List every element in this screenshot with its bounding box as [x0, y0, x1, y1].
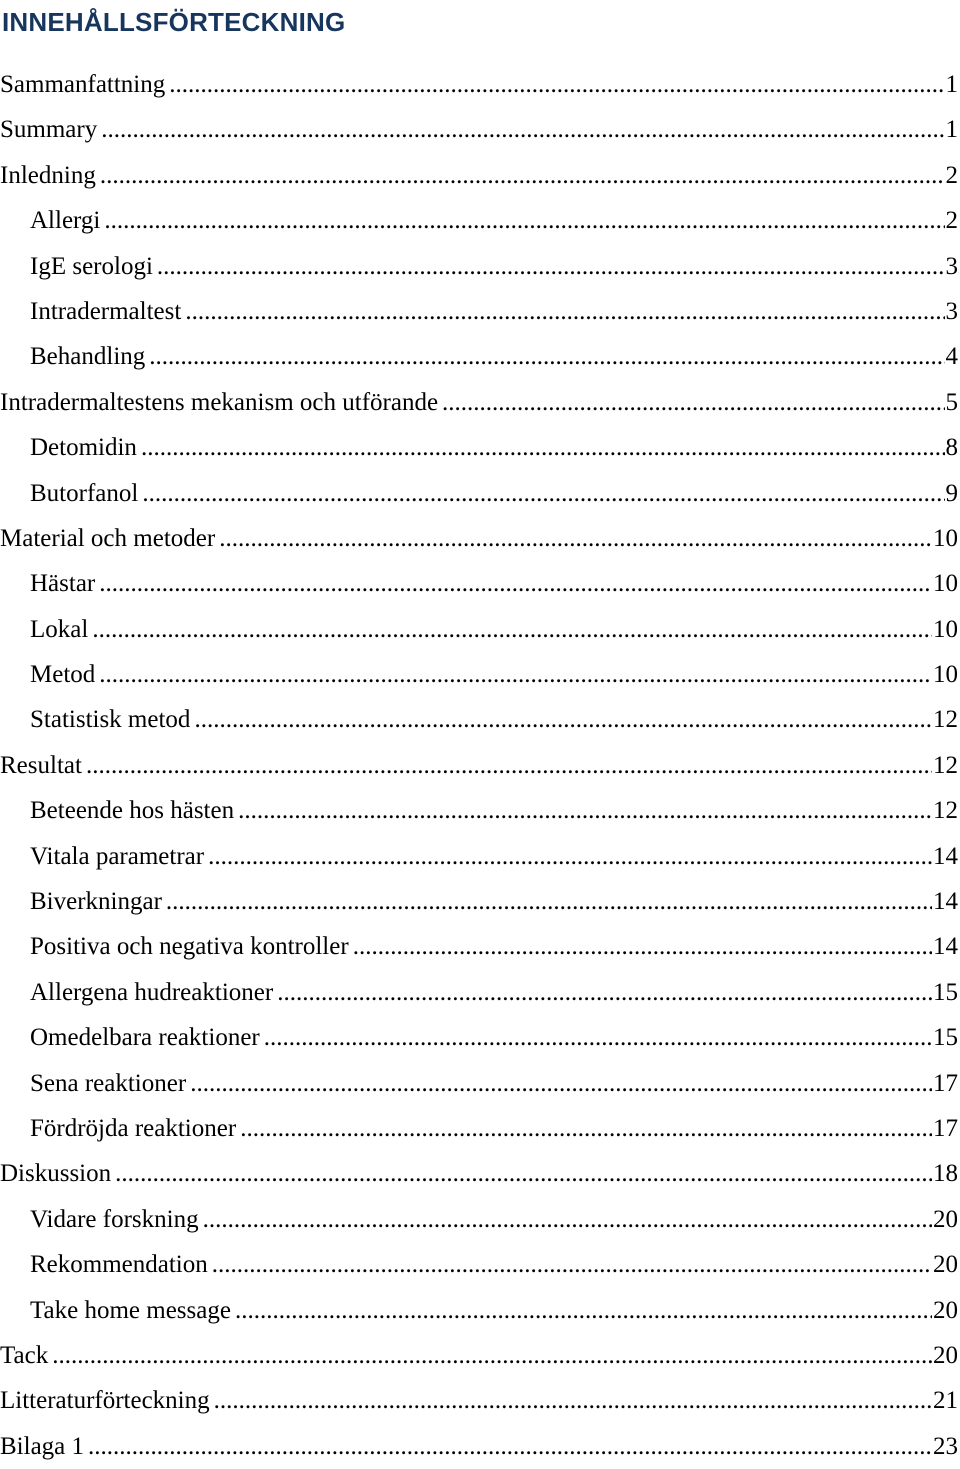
toc-entry-label: Litteraturförteckning [0, 1387, 210, 1415]
toc-entry-label: Vitala parametrar [30, 842, 205, 870]
toc-entry[interactable] [0, 516, 958, 561]
toc-entry[interactable] [0, 1242, 958, 1287]
toc-entry-label: Omedelbara reaktioner [30, 1024, 260, 1052]
toc-entry-page-number: 3 [945, 297, 958, 325]
toc-dot-leader [214, 1378, 932, 1423]
toc-entry-page-number: 14 [933, 933, 958, 961]
toc-entry[interactable] [0, 62, 958, 107]
toc-entry-page-number: 8 [945, 434, 958, 462]
toc-entry[interactable] [0, 697, 958, 742]
toc-entry-page-number: 20 [933, 1341, 958, 1369]
toc-entry[interactable] [0, 652, 958, 697]
toc-dot-leader [212, 1242, 932, 1287]
toc-entry-page-number: 1 [945, 116, 958, 144]
toc-entry-page-number: 10 [933, 524, 958, 552]
toc-dot-leader [99, 652, 932, 697]
toc-title: INNEHÅLLSFÖRTECKNING [2, 7, 346, 37]
toc-dot-leader [353, 924, 932, 969]
toc-dot-leader [235, 1288, 932, 1333]
toc-entry[interactable] [0, 561, 958, 606]
toc-entry-label: Beteende hos hästen [30, 797, 235, 825]
toc-entry[interactable] [0, 1378, 958, 1423]
toc-entry-page-number: 9 [945, 479, 958, 507]
toc-entry-page-number: 10 [933, 661, 958, 689]
toc-entry-page-number: 10 [933, 570, 958, 598]
toc-dot-leader [185, 289, 944, 334]
toc-dot-leader [157, 244, 945, 289]
toc-dot-leader [203, 1197, 932, 1242]
toc-entry[interactable] [0, 107, 958, 152]
toc-entry-page-number: 14 [933, 842, 958, 870]
toc-entry-page-number: 15 [933, 978, 958, 1006]
toc-entry-label: Sena reaktioner [30, 1069, 187, 1097]
toc-dot-leader [86, 743, 932, 788]
toc-entry-page-number: 18 [933, 1160, 958, 1188]
toc-entry-label: Behandling [30, 343, 146, 371]
toc-entry-label: IgE serologi [30, 252, 153, 280]
toc-entry[interactable] [0, 879, 958, 924]
toc-entry[interactable] [0, 788, 958, 833]
toc-entry[interactable] [0, 198, 958, 243]
toc-entry-page-number: 20 [933, 1251, 958, 1279]
toc-entry-page-number: 4 [945, 343, 958, 371]
toc-entry-label: Intradermaltestens mekanism och utförande [0, 388, 439, 416]
toc-entry-label: Bilaga 1 [0, 1432, 85, 1460]
toc-entry-label: Metod [30, 661, 96, 689]
toc-entry[interactable] [0, 1197, 958, 1242]
toc-dot-leader [238, 788, 932, 833]
toc-entry[interactable] [0, 334, 958, 379]
toc-entry[interactable] [0, 289, 958, 334]
toc-entry[interactable] [0, 1106, 958, 1151]
toc-entry[interactable] [0, 425, 958, 470]
toc-entry[interactable] [0, 1288, 958, 1333]
toc-entry-label: Allergena hudreaktioner [30, 978, 274, 1006]
toc-dot-leader [219, 516, 932, 561]
toc-entry-label: Tack [0, 1341, 49, 1369]
toc-entry-page-number: 10 [933, 615, 958, 643]
toc-list [0, 62, 958, 1469]
toc-dot-leader [240, 1106, 932, 1151]
toc-entry-label: Biverkningar [30, 888, 162, 916]
toc-entry[interactable] [0, 1015, 958, 1060]
toc-entry-label: Rekommendation [30, 1251, 208, 1279]
toc-entry-label: Material och metoder [0, 524, 216, 552]
toc-entry-page-number: 17 [933, 1069, 958, 1097]
toc-entry-page-number: 1 [945, 71, 958, 98]
toc-entry-label: Resultat [0, 751, 82, 779]
toc-entry[interactable] [0, 1333, 958, 1378]
toc-entry-label: Intradermaltest [30, 297, 182, 325]
toc-entry-label: Inledning [0, 161, 96, 189]
toc-entry-label: Fördröjda reaktioner [30, 1114, 237, 1142]
toc-entry-label: Vidare forskning [30, 1205, 199, 1233]
toc-dot-leader [88, 1424, 932, 1469]
toc-dot-leader [101, 107, 944, 152]
toc-entry-label: Statistisk metod [30, 706, 191, 734]
toc-dot-leader [166, 879, 932, 924]
toc-entry-label: Detomidin [30, 434, 137, 462]
toc-entry[interactable] [0, 924, 958, 969]
toc-dot-leader [169, 62, 944, 107]
toc-dot-leader [190, 1061, 932, 1106]
toc-entry-page-number: 15 [933, 1024, 958, 1052]
toc-entry-page-number: 5 [945, 388, 958, 416]
toc-entry[interactable] [0, 380, 958, 425]
toc-entry-page-number: 12 [933, 706, 958, 734]
toc-dot-leader [99, 561, 932, 606]
toc-dot-leader [194, 697, 932, 742]
toc-entry[interactable] [0, 471, 958, 516]
toc-entry[interactable] [0, 1061, 958, 1106]
toc-entry-label: Allergi [30, 207, 101, 235]
toc-entry-page-number: 20 [933, 1205, 958, 1233]
toc-entry[interactable] [0, 607, 958, 652]
toc-entry-page-number: 12 [933, 797, 958, 825]
toc-entry-page-number: 12 [933, 751, 958, 779]
toc-dot-leader [264, 1015, 932, 1060]
toc-entry-page-number: 2 [945, 161, 958, 189]
toc-entry-page-number: 23 [933, 1432, 958, 1460]
toc-entry-label: Diskussion [0, 1160, 112, 1188]
toc-dot-leader [52, 1333, 932, 1378]
toc-entry-label: Positiva och negativa kontroller [30, 933, 349, 961]
toc-dot-leader [277, 970, 932, 1015]
toc-dot-leader [115, 1151, 932, 1196]
toc-entry[interactable] [0, 153, 958, 198]
toc-entry-page-number: 20 [933, 1296, 958, 1324]
toc-entry-label: Take home message [30, 1296, 231, 1324]
toc-entry-page-number: 17 [933, 1114, 958, 1142]
toc-entry-page-number: 21 [933, 1387, 958, 1415]
toc-entry-page-number: 14 [933, 888, 958, 916]
toc-entry-label: Butorfanol [30, 479, 139, 507]
toc-dot-leader [141, 425, 945, 470]
toc-dot-leader [142, 471, 944, 516]
toc-entry[interactable] [0, 834, 958, 879]
toc-dot-leader [149, 334, 944, 379]
toc-dot-leader [92, 607, 932, 652]
toc-dot-leader [208, 834, 932, 879]
toc-entry-label: Sammanfattning [0, 71, 166, 98]
toc-dot-leader [442, 380, 944, 425]
toc-dot-leader [104, 198, 944, 243]
toc-dot-leader [100, 153, 945, 198]
toc-entry[interactable] [0, 1151, 958, 1196]
toc-entry-label: Hästar [30, 570, 96, 598]
toc-entry[interactable] [0, 970, 958, 1015]
toc-entry-page-number: 3 [945, 252, 958, 280]
toc-entry-label: Summary [0, 116, 98, 144]
toc-entry[interactable] [0, 1424, 958, 1469]
toc-entry-page-number: 2 [945, 207, 958, 235]
toc-entry[interactable] [0, 244, 958, 289]
toc-entry-label: Lokal [30, 615, 89, 643]
toc-entry[interactable] [0, 743, 958, 788]
